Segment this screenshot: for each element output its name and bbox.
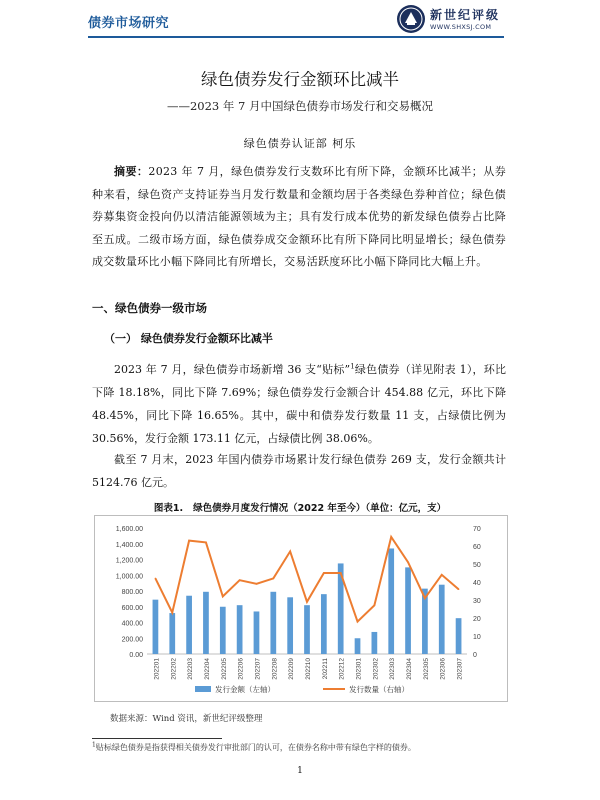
- footnote-text: 贴标绿色债券是指获得相关债券发行审批部门的认可，在债券名称中带有绿色字样的债券。: [95, 743, 416, 752]
- abstract-text: 2023 年 7 月，绿色债券发行支数环比有所下降，金额环比减半；从券种来看，绿色资产支持证券当月发行数量和金额均居于各类绿色券种首位；绿色债券募集资金投向仍以清洁能源领域为主；具有发行成本优势的新发绿色债券占比降至五成。二级市场方面，绿色债券成交金额环比有所下降同比明显增长；绿色债券成交数量环比小幅下降同比有所增长，交易活跃度环比小幅下降同比大幅上升。: [92, 165, 507, 268]
- point-issuance-count: [188, 540, 190, 542]
- bar-issuance-amount: [304, 605, 310, 654]
- y-left-tick-label: 0.00: [129, 652, 143, 659]
- bar-issuance-amount: [388, 548, 394, 654]
- point-issuance-count: [205, 542, 207, 544]
- document-subtitle: ——2023 年 7 月中国绿色债券市场发行和交易概况: [166, 99, 434, 113]
- logo-url: WWW.SHXSJ.COM: [430, 23, 492, 31]
- x-tick-label: 202206: [237, 658, 245, 680]
- bar-issuance-amount: [372, 632, 378, 654]
- bar-issuance-amount: [186, 596, 192, 654]
- bar-issuance-amount: [203, 592, 209, 654]
- point-issuance-count: [390, 536, 392, 538]
- footnote-ref[interactable]: 1: [350, 362, 355, 371]
- x-tick-label: 202207: [254, 658, 262, 680]
- bar-issuance-amount: [355, 638, 361, 654]
- y-right-tick-label: 50: [473, 562, 481, 569]
- y-right-tick-label: 0: [473, 652, 477, 659]
- y-left-tick-label: 1,000.00: [115, 573, 143, 581]
- y-left-tick-label: 400.00: [121, 620, 143, 628]
- logo-seal-icon: [396, 4, 426, 34]
- x-tick-label: 202307: [456, 658, 464, 680]
- x-tick-label: 202209: [288, 658, 296, 680]
- point-issuance-count: [239, 579, 241, 581]
- bar-issuance-amount: [405, 567, 411, 654]
- author-line: 绿色债券认证部 柯乐: [243, 137, 357, 150]
- bar-issuance-amount: [254, 611, 260, 654]
- point-issuance-count: [323, 572, 325, 574]
- x-tick-label: 202303: [389, 658, 397, 680]
- page-number: 1: [297, 766, 303, 776]
- point-issuance-count: [357, 621, 359, 623]
- bar-issuance-amount: [321, 594, 327, 654]
- issuance-chart: [95, 516, 507, 701]
- x-tick-label: 202208: [271, 658, 279, 680]
- bar-issuance-amount: [237, 605, 243, 654]
- point-issuance-count: [441, 574, 443, 576]
- footnote-number: 1: [92, 741, 96, 749]
- point-issuance-count: [458, 588, 460, 590]
- point-issuance-count: [306, 601, 308, 603]
- x-tick-label: 202201: [153, 658, 161, 680]
- abstract: [92, 161, 506, 274]
- y-right-tick-label: 40: [473, 580, 481, 587]
- x-tick-label: 202304: [406, 658, 414, 680]
- y-left-tick-label: 1,600.00: [115, 526, 143, 533]
- point-issuance-count: [273, 578, 275, 580]
- logo-name: 新世纪评级: [430, 8, 501, 22]
- point-issuance-count: [155, 578, 157, 580]
- footnote: [92, 742, 416, 753]
- y-left-tick-label: 600.00: [121, 604, 143, 612]
- point-issuance-count: [256, 583, 258, 585]
- y-right-tick-label: 70: [473, 526, 481, 533]
- footnote-rule: [92, 738, 222, 739]
- chart-caption-text: 绿色债券月度发行情况（2022 年至今）（单位：亿元，支）: [193, 503, 447, 514]
- point-issuance-count: [424, 597, 426, 599]
- bar-issuance-amount: [153, 600, 159, 654]
- header-section-title: 债券市场研究: [88, 16, 170, 31]
- x-tick-label: 202204: [203, 658, 211, 680]
- y-right-tick-label: 10: [473, 634, 481, 641]
- x-tick-label: 202202: [170, 658, 178, 680]
- x-tick-label: 202301: [355, 658, 363, 680]
- bar-issuance-amount: [456, 618, 462, 654]
- para1-after: 绿色债券（详见附表 1），环比下降 18.18%，同比下降 7.69%；绿色债券发行金额合计 454.88 亿元，环比下降 48.45%，同比下降 16.65%。其中，碳中和债券发行数量 11 支，占绿债比例为 30.56%，发行金额 173.11 亿元，占绿债比例 38.06%。: [92, 363, 506, 445]
- point-issuance-count: [340, 572, 342, 574]
- x-tick-label: 202212: [338, 658, 346, 680]
- legend-label-amount: 发行金额（左轴）: [215, 685, 275, 694]
- y-left-tick-label: 800.00: [121, 589, 143, 596]
- x-tick-label: 202205: [220, 658, 228, 680]
- legend-swatch-amount: [195, 686, 211, 692]
- y-left-tick-label: 1,400.00: [115, 541, 143, 549]
- chart-caption-label: 图表1.: [153, 503, 184, 514]
- data-source-note: 数据来源：Wind 资讯，新世纪评级整理: [110, 714, 263, 724]
- section-heading: 一、绿色债券一级市场: [92, 301, 207, 315]
- y-left-tick-label: 1,200.00: [115, 557, 143, 565]
- bar-issuance-amount: [287, 597, 293, 654]
- subsection-heading: （一） 绿色债券发行金额环比减半: [104, 332, 273, 345]
- chart-container: [94, 515, 508, 702]
- point-issuance-count: [289, 551, 291, 553]
- legend-label-count: 发行数量（右轴）: [349, 685, 409, 694]
- point-issuance-count: [222, 596, 224, 598]
- abstract-label: 摘要：: [114, 165, 149, 178]
- x-tick-label: 202302: [372, 658, 380, 680]
- paragraph-issuance: [92, 358, 506, 450]
- y-right-tick-label: 60: [473, 544, 481, 551]
- paragraph-cumulative: 截至 7 月末，2023 年国内债券市场累计发行绿色债券 269 支，发行金额共计 5124.76 亿元。: [92, 453, 506, 489]
- x-tick-label: 202210: [305, 658, 312, 680]
- point-issuance-count: [171, 612, 173, 614]
- x-tick-label: 202211: [321, 658, 329, 680]
- chart-caption: [0, 500, 600, 514]
- x-tick-label: 202306: [439, 658, 447, 680]
- y-right-tick-label: 20: [473, 616, 481, 623]
- page-header: [0, 0, 600, 44]
- bar-issuance-amount: [270, 592, 276, 654]
- para1-before: 2023 年 7 月，绿色债券市场新增 36 支“贴标”: [114, 363, 351, 376]
- company-logo: [396, 4, 508, 36]
- bar-issuance-amount: [220, 607, 226, 654]
- bar-issuance-amount: [169, 613, 175, 654]
- point-issuance-count: [374, 605, 376, 607]
- y-right-tick-label: 30: [473, 598, 481, 605]
- y-left-tick-label: 200.00: [121, 636, 143, 644]
- document-title: 绿色债券发行金额环比减半: [201, 70, 399, 89]
- x-tick-label: 202203: [187, 658, 195, 680]
- header-rule: [88, 36, 504, 38]
- point-issuance-count: [407, 561, 409, 563]
- bar-issuance-amount: [439, 585, 445, 654]
- x-tick-label: 202305: [422, 658, 430, 680]
